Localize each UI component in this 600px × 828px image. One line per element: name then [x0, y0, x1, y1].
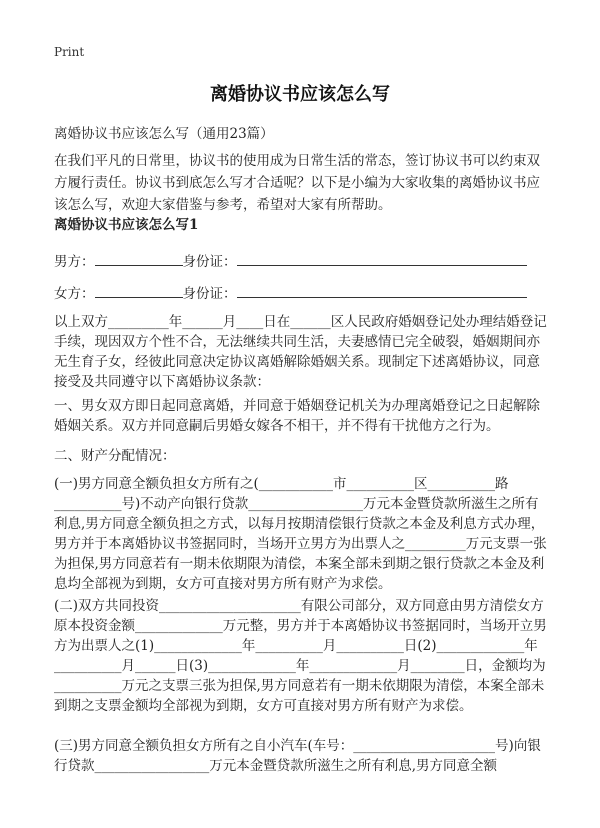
male-id-label: 身份证： — [182, 254, 237, 270]
female-id-label: 身份证： — [182, 286, 237, 302]
male-row — [54, 250, 527, 270]
paragraph-clause-2-2: (二)双方共同投资_____________________有限公司部分，双方同意由男方清偿女方原本投资金额_____________万元整，男方并于本离婚协议书签据同时，当场开立男方为出票人之(1)_____________年__________月__________日(2)_____________年__________月______日(3)_____________年_____________月________日，金额均为__________万元之支票三张为担保,男方同意若有一期未依期限为清偿，本案全部未到期之支票金额均全部视为到期，女方可直接对男方所有财产为求偿。 — [54, 598, 547, 714]
page-title: 离婚协议书应该怎么写 — [210, 84, 390, 105]
female-label: 女方： — [54, 286, 95, 302]
section-heading: 离婚协议书应该怎么写1 — [54, 217, 199, 233]
paragraph-clause-2-3: (三)男方同意全额负担女方所有之自小汽车(车号：_____________________号)向银行贷款_________________万元本金暨贷款所滋生之所有利息,男方同意全额 — [54, 738, 541, 774]
paragraph-clause-1: 一、男女双方即日起同意离婚，并同意于婚姻登记机关为办理离婚登记之日起解除婚姻关系。双方并同意嗣后男婚女嫁各不相干，并不得有干扰他方之行为。 — [54, 398, 540, 434]
male-label: 男方： — [54, 254, 95, 270]
intro-paragraph: 在我们平凡的日常里，协议书的使用成为日常生活的常态，签订协议书可以约束双方履行责任。协议书到底怎么写才合适呢？以下是小编为大家收集的离婚协议书应该怎么写，欢迎大家借鉴与参考，希望对大家有所帮助。 — [54, 153, 540, 213]
male-name-blank — [95, 251, 183, 266]
paragraph-marriage: 以上双方_________年______月____日在______区人民政府婚姻登记处办理结婚登记手续，现因双方个性不合，无法继续共同生活，夫妻感情已完全破裂，婚姻期间亦无生育子女，经彼此同意决定协议离婚解除婚姻关系。现制定下述离婚协议，同意接受及共同遵守以下离婚协议条款： — [54, 314, 547, 390]
property-heading: 二、财产分配情况： — [54, 448, 176, 464]
female-row — [54, 282, 527, 302]
subtitle: 离婚协议书应该怎么写（通用23篇） — [54, 126, 274, 142]
male-id-blank — [237, 251, 527, 266]
female-id-blank — [237, 283, 527, 298]
print-link[interactable]: Print — [54, 45, 85, 59]
female-name-blank — [95, 283, 183, 298]
paragraph-clause-2-1: (一)男方同意全额负担女方所有之(___________市__________区__________路__________号)不动产向银行贷款_________________万元本金暨贷款所滋生之所有利息,男方同意全额负担之方式，以每月按期清偿银行贷款之本金及利息方式办理，男方并于本离婚协议书签据同时，当场开立男方为出票人之_________万元支票一张为担保,男方同意若有一期未依期限为清偿，本案全部未到期之银行贷款之本金及利息均全部视为到期，女方可直接对男方所有财产为求偿。 — [54, 476, 547, 592]
